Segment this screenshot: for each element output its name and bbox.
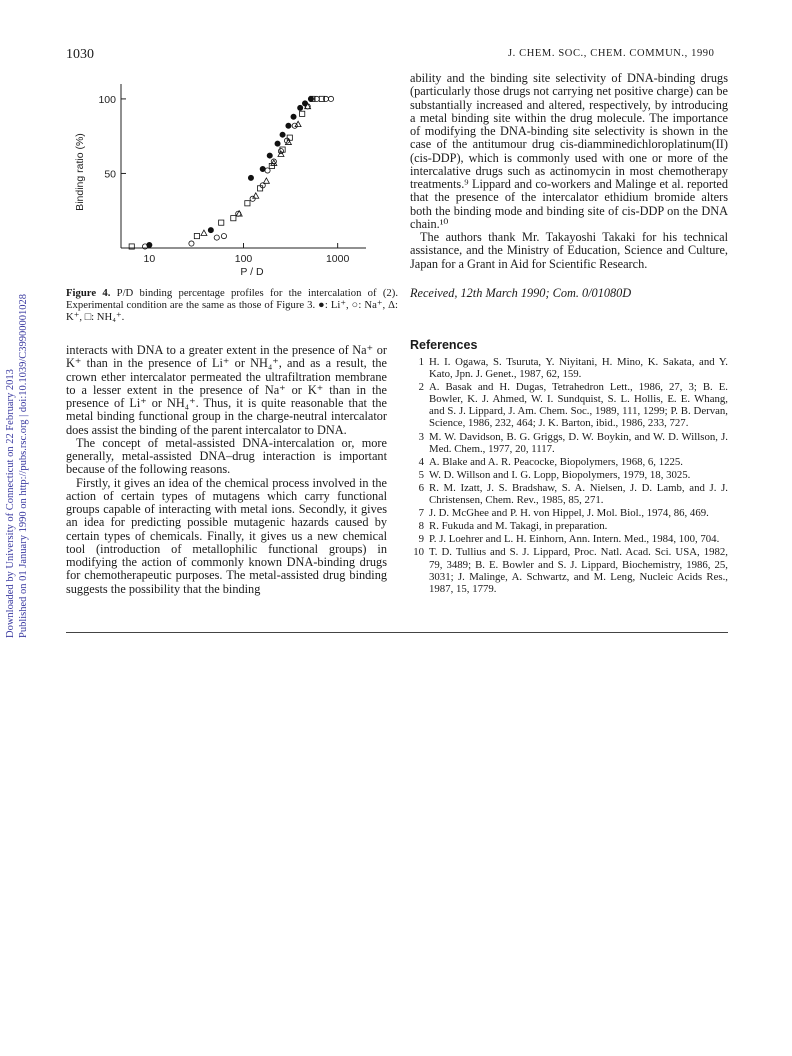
reference-item: [410, 431, 728, 455]
reference-number: 8: [418, 520, 424, 533]
figure-caption: [66, 287, 398, 324]
body-paragraph: ability and the binding site selectivity of DNA-binding drugs (particularly those drugs not carrying net positive charge) can be substantially increased and altered, respectively, by introducing a metal binding site within the drug molecule. The importance of modifying the DNA-binding site selectivity is shown in the case of the antitumour drug cis-diamminedichloroplatinum(II) (cis-DDP), which is commonly used with one or more of the intercalative drugs such as actinomycin in most chemotherapy treatments.⁹ Lippard and co-workers and Malinge et al. reported that the presence of the intercalator ethidium bromide alters both the binding mode and binding site of cis-DDP on the DNA chain.¹⁰: [410, 71, 728, 231]
body-paragraph: The concept of metal-assisted DNA-intercalation or, more generally, metal-assisted DNA–drug interaction is important because of the following reasons.: [66, 435, 387, 477]
reference-text: A. Basak and H. Dugas, Tetrahedron Lett., 1986, 27, 3; B. E. Bowler, K. J. Ahmed, W. I. Sundquist, S. L. Hollis, E. E. Whang, and S. J. Lippard, J. Am. Chem. Soc., 1989, 111, 1299; P. B. Dervan, Science, 1986, 232, 464; J. K. Barton, ibid., 1986, 233, 727.: [429, 381, 728, 430]
data-point-na: [323, 96, 328, 101]
reference-item: [410, 520, 728, 532]
left-column: [66, 344, 387, 596]
journal-header: J. CHEM. SOC., CHEM. COMMUN., 1990: [508, 48, 715, 59]
download-line: Downloaded by University of Connecticut on 22 February 2013: [5, 369, 16, 638]
data-point-li: [280, 132, 285, 137]
reference-text: J. D. McGhee and P. H. von Hippel, J. Mol. Biol., 1974, 86, 469.: [429, 507, 709, 520]
x-tick-label: 10: [143, 253, 156, 265]
reference-item: [410, 356, 728, 380]
data-point-li: [208, 228, 213, 233]
reference-item: [410, 456, 728, 468]
page-number: 1030: [66, 47, 94, 62]
data-point-na: [214, 235, 219, 240]
data-point-na: [221, 233, 226, 238]
right-column: [410, 72, 728, 271]
data-point-nh4: [194, 233, 199, 238]
binding-ratio-chart: [66, 72, 376, 282]
reference-item: [410, 546, 728, 594]
data-point-nh4: [245, 201, 250, 206]
x-axis-label: P / D: [240, 266, 264, 278]
reference-text: R. M. Izatt, J. S. Bradshaw, S. A. Nielsen, J. D. Lamb, and J. J. Christensen, Chem. Rev., 1985, 85, 271.: [429, 481, 728, 507]
data-point-li: [298, 105, 303, 110]
data-point-nh4: [231, 216, 236, 221]
references-heading: References: [410, 338, 478, 352]
reference-item: [410, 507, 728, 519]
reference-text: A. Blake and A. R. Peacocke, Biopolymers, 1968, 6, 1225.: [429, 455, 683, 468]
data-point-na: [189, 241, 194, 246]
reference-item: [410, 381, 728, 429]
reference-text: R. Fukuda and M. Takagi, in preparation.: [429, 520, 608, 533]
reference-number: 10: [413, 546, 424, 559]
data-point-li: [308, 96, 313, 101]
data-point-nh4: [300, 111, 305, 116]
reference-number: 9: [418, 533, 424, 546]
data-point-li: [260, 166, 265, 171]
data-point-na: [328, 96, 333, 101]
data-point-na: [250, 196, 255, 201]
reference-number: 2: [418, 381, 424, 394]
reference-number: 7: [418, 507, 424, 520]
data-point-li: [275, 141, 280, 146]
chart-axes: [121, 84, 366, 248]
body-paragraph: Firstly, it gives an idea of the chemical process involved in the action of certain types of mutagens which carry functional groups capable of interacting with metal ions. Secondly, it gives an idea for predicting possible mutagenic hazards caused by certain types of chemicals. Finally, it gives us a new chemical tool (introduction of metallophilic functional groups) in modifying the action of commonly known DNA-binding drugs for chemotherapeutic purposes. The metal-assisted drug binding suggests the possibility that the binding: [66, 475, 387, 596]
data-point-nh4: [219, 220, 224, 225]
reference-text: M. W. Davidson, B. G. Griggs, D. W. Boykin, and W. D. Willson, J. Med. Chem., 1977, 20, 1117.: [429, 430, 728, 455]
x-tick-label: 100: [234, 253, 253, 265]
reference-number: 6: [418, 481, 424, 494]
data-point-li: [267, 153, 272, 158]
reference-text: H. I. Ogawa, S. Tsuruta, Y. Niyitani, H. Mino, K. Sakata, and Y. Kato, Jpn. J. Genet., 1987, 62, 159.: [429, 356, 728, 381]
figure-label: Figure 4.: [66, 287, 111, 299]
reference-number: 5: [418, 468, 424, 481]
data-point-li: [248, 175, 253, 180]
reference-text: T. D. Tullius and S. J. Lippard, Proc. Natl. Acad. Sci. USA, 1982, 79, 3489; B. E. Bowler and S. J. Lippard, Biochemistry, 1986, 25, 3031; J. Malinge, A. Schwartz, and M. Leng, Nucleic Acids Res., 1987, 15, 1779.: [429, 546, 728, 595]
chart-ticks: [98, 94, 349, 265]
data-point-k: [263, 178, 269, 183]
reference-number: 3: [418, 430, 424, 443]
reference-text: P. J. Loehrer and L. H. Einhorn, Ann. Intern. Med., 1984, 100, 704.: [429, 533, 720, 546]
data-point-k: [295, 121, 301, 126]
data-point-li: [291, 114, 296, 119]
reference-item: [410, 482, 728, 506]
reference-item: [410, 469, 728, 481]
y-tick-label: 100: [98, 93, 116, 106]
body-paragraph: interacts with DNA to a greater extent in the presence of Na⁺ or K⁺ than in the presence of Li⁺ or NH₄⁺, and as a result, the crown ether intercalator permeated the ultrafiltration membrane to a lesser extent in the presence of Na⁺ or K⁺ than in the presence of Li⁺ or NH₄⁺. Thus, it is quite reasonable that the metal binding functional group in the charge-neutral intercalator does assist the binding of the parent intercalator to DNA.: [66, 343, 387, 437]
reference-text: W. D. Willson and I. G. Lopp, Biopolymers, 1979, 18, 3025.: [429, 468, 691, 481]
y-tick-label: 50: [104, 168, 116, 181]
data-point-k: [201, 230, 207, 235]
download-side-note: [4, 294, 30, 638]
reference-number: 1: [418, 356, 424, 368]
chart-points: [129, 96, 333, 249]
x-tick-label: 1000: [325, 253, 350, 265]
reference-number: 4: [418, 455, 424, 468]
data-point-li: [286, 123, 291, 128]
references-list: [410, 356, 728, 596]
published-line: Published on 01 January 1990 on http://pubs.rsc.org | doi:10.1039/C39900001028: [18, 293, 29, 638]
reference-item: [410, 533, 728, 545]
figure-caption-text: P/D binding percentage profiles for the intercalation of (2). Experimental condition are the same as those of Figure 3. ●: Li⁺, ○: Na⁺, Δ: K⁺, □: NH₄⁺.: [66, 287, 398, 324]
received-line: Received, 12th March 1990; Com. 0/01080D: [410, 286, 632, 300]
acknowledgement: The authors thank Mr. Takayoshi Takaki for his technical assistance, and the Ministry of Education, Science and Culture, Japan for a Grant in Aid for Scientific Research.: [410, 230, 728, 271]
bottom-rule: [66, 632, 728, 633]
y-axis-label: Binding ratio (%): [74, 133, 86, 211]
data-point-k: [253, 193, 259, 198]
